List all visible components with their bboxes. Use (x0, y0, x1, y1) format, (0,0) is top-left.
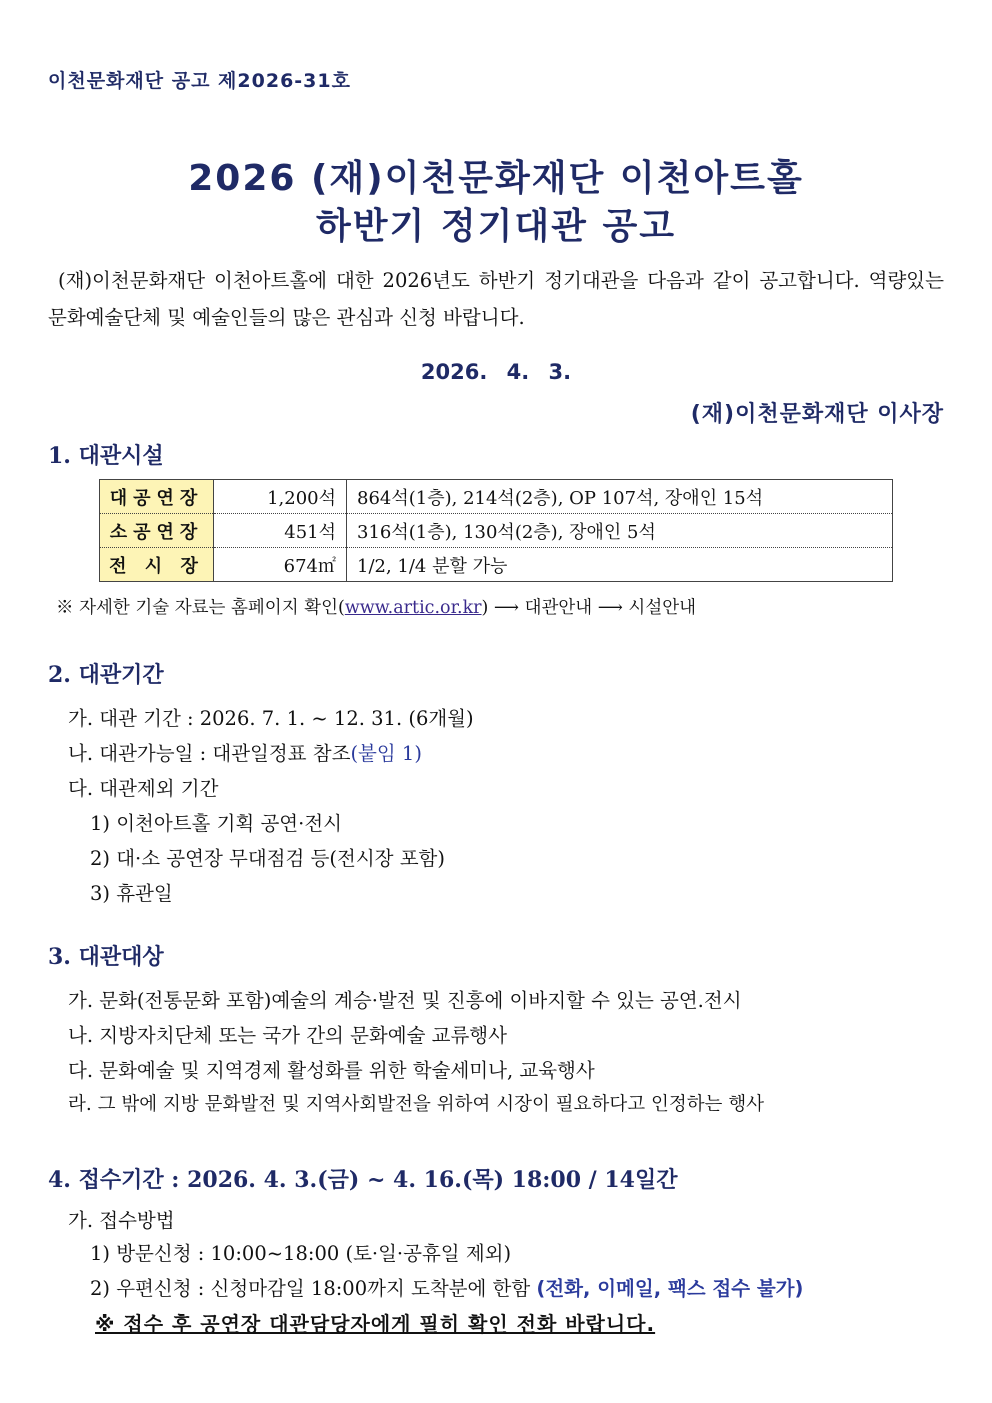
s4-sub-2-text: 2) 우편신청 : 신청마감일 18:00까지 도착분에 한함 (90, 1277, 531, 1300)
title-line-1: 2026 (재)이천문화재단 이천아트홀 (188, 158, 804, 199)
s2-sub-2: 2) 대·소 공연장 무대점검 등(전시장 포함) (90, 847, 445, 870)
title-line-2: 하반기 정기대관 공고 (315, 206, 677, 247)
note-prefix: ※ 자세한 기술 자료는 홈페이지 확인( (56, 598, 345, 618)
facility-name: 소공연장 (100, 514, 214, 548)
notice-date: 2026. 4. 3. (420, 360, 572, 384)
section-3-title: 3. 대관대상 (48, 944, 164, 970)
facility-note (56, 594, 696, 619)
s3-item-ga: 가. 문화(전통문화 포함)예술의 계승·발전 및 진흥에 이바지할 수 있는 공연.전시 (68, 989, 742, 1012)
s2-item-ga: 가. 대관 기간 : 2026. 7. 1. ~ 12. 31. (6개월) (68, 707, 474, 730)
table-row (100, 480, 893, 514)
note-suffix: ) ⟶ 대관안내 ⟶ 시설안내 (481, 598, 697, 618)
s3-item-na: 나. 지방자치단체 또는 국가 간의 문화예술 교류행사 (68, 1024, 507, 1047)
s2-item-da: 다. 대관제외 기간 (68, 777, 219, 800)
notice-number: 이천문화재단 공고 제2026-31호 (48, 70, 351, 92)
s2-sub-3: 3) 휴관일 (90, 882, 173, 905)
s4-item-ga: 가. 접수방법 (68, 1209, 175, 1232)
table-row (100, 548, 893, 582)
table-row (100, 514, 893, 548)
section-4-title: 4. 접수기간 : 2026. 4. 3.(금) ~ 4. 16.(목) 18:00 / 14일간 (48, 1167, 678, 1193)
signer: (재)이천문화재단 이사장 (690, 402, 944, 427)
s4-sub-1: 1) 방문신청 : 10:00~18:00 (토·일·공휴일 제외) (90, 1242, 512, 1265)
s2-sub-1: 1) 이천아트홀 기획 공연·전시 (90, 812, 343, 835)
final-note: ※ 접수 후 공연장 대관담당자에게 필히 확인 전화 바랍니다. (95, 1312, 656, 1336)
s3-item-ra: 라. 그 밖에 지방 문화발전 및 지역사회발전을 위하여 시장이 필요하다고 인정하는 행사 (68, 1094, 765, 1115)
section-2-title: 2. 대관기간 (48, 662, 164, 688)
section-1-title: 1. 대관시설 (48, 443, 164, 469)
facility-table (99, 479, 893, 582)
facility-seats: 674㎡ (214, 548, 347, 582)
facility-seats: 451석 (214, 514, 347, 548)
s4-sub-2-note: (전화, 이메일, 팩스 접수 불가) (536, 1277, 804, 1300)
intro-paragraph: (재)이천문화재단 이천아트홀에 대한 2026년도 하반기 정기대관을 다음과 같이 공고합니다. 역량있는 문화예술단체 및 예술인들의 많은 관심과 신청 바랍니다. (48, 269, 944, 329)
facility-detail: 1/2, 1/4 분할 가능 (347, 548, 893, 582)
homepage-link[interactable]: www.artic.or.kr (344, 598, 482, 618)
s4-sub-2 (90, 1273, 803, 1301)
facility-seats: 1,200석 (214, 480, 347, 514)
s3-item-da: 다. 문화예술 및 지역경제 활성화를 위한 학술세미나, 교육행사 (68, 1059, 595, 1082)
facility-detail: 316석(1층), 130석(2층), 장애인 5석 (347, 514, 893, 548)
attachment-ref: (붙임 1) (350, 742, 422, 765)
s2-item-na (68, 738, 422, 766)
facility-detail: 864석(1층), 214석(2층), OP 107석, 장애인 15석 (347, 480, 893, 514)
s2-item-na-text: 나. 대관가능일 : 대관일정표 참조 (68, 742, 351, 765)
facility-name: 대공연장 (100, 480, 214, 514)
facility-name: 전 시 장 (100, 548, 214, 582)
